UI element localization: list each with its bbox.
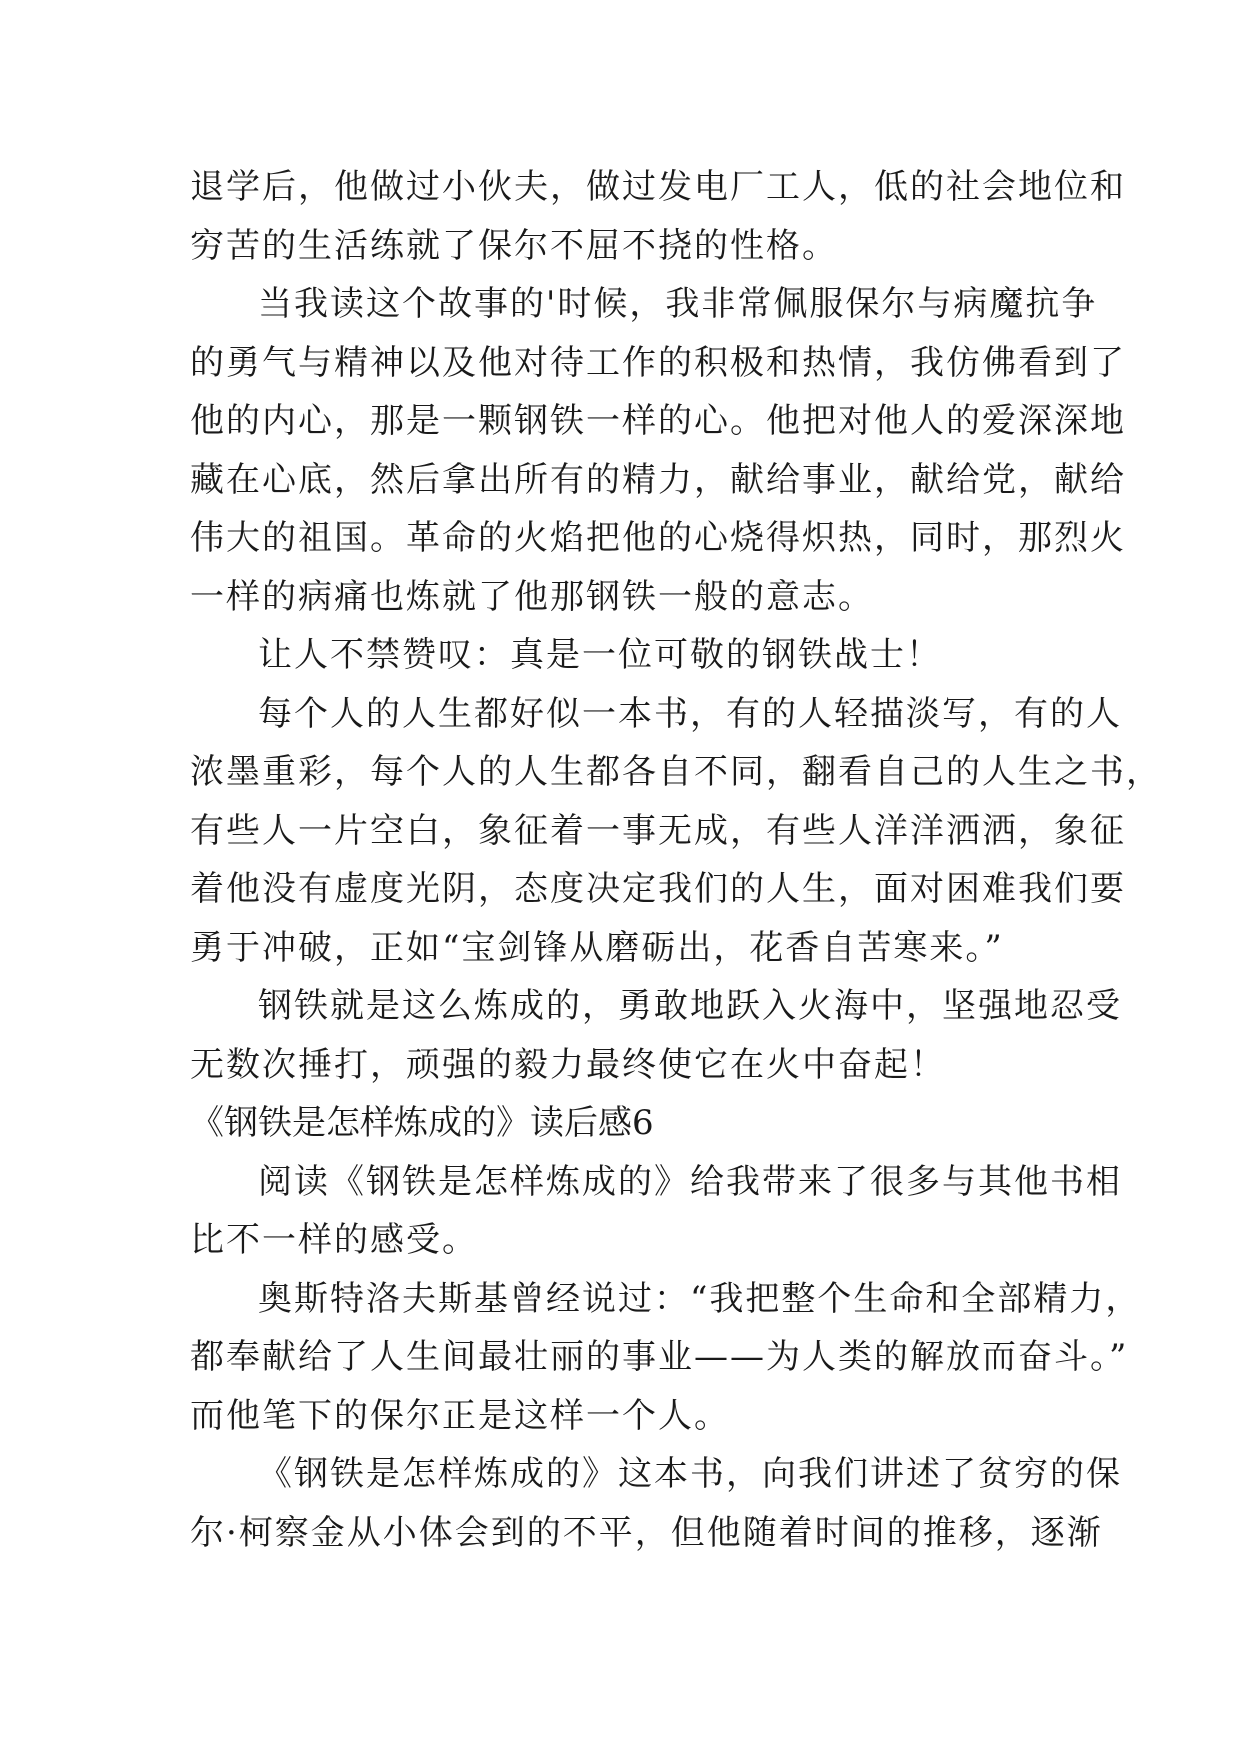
text-line: 的勇气与精神以及他对待工作的积极和热情，我仿佛看到了	[190, 342, 1126, 383]
text-line: 都奉献给了人生间最壮丽的事业——为人类的解放而奋斗。”	[190, 1337, 1129, 1377]
text-line: 而他笔下的保尔正是这样一个人。	[190, 1395, 730, 1436]
text-line: 他的内心，那是一颗钢铁一样的心。他把对他人的爱深深地	[190, 401, 1126, 441]
text-line: 一样的病痛也炼就了他那钢铁一般的意志。	[190, 576, 874, 617]
text-line: 伟大的祖国。革命的火焰把他的心烧得炽热，同时，那烈火	[190, 518, 1126, 558]
text-line: 每个人的人生都好似一本书，有的人轻描淡写，有的人	[258, 693, 1122, 734]
text-line: 当我读这个故事的'时候，我非常佩服保尔与病魔抗争	[258, 284, 1098, 324]
text-line: 钢铁就是这么炼成的，勇敢地跃入火海中，坚强地忍受	[258, 986, 1122, 1026]
text-line: 无数次捶打，顽强的毅力最终使它在火中奋起！	[190, 1044, 946, 1085]
text-line: 《钢铁是怎样炼成的》这本书，向我们讲述了贫穷的保	[258, 1454, 1122, 1494]
text-line: 退学后，他做过小伙夫，做过发电厂工人，低的社会地位和	[190, 167, 1126, 207]
text-line: 阅读《钢铁是怎样炼成的》给我带来了很多与其他书相	[258, 1161, 1122, 1202]
text-line: 有些人一片空白，象征着一事无成，有些人洋洋洒洒，象征	[190, 810, 1126, 851]
text-line: 奥斯特洛夫斯基曾经说过：“我把整个生命和全部精力，	[258, 1278, 1142, 1319]
text-line: 比不一样的感受。	[190, 1220, 478, 1260]
section-heading: 《钢铁是怎样炼成的》读后感6	[190, 1103, 654, 1143]
text-line: 尔·柯察金从小体会到的不平，但他随着时间的推移，逐渐	[190, 1512, 1103, 1553]
text-line: 藏在心底，然后拿出所有的精力，献给事业，献给党，献给	[190, 459, 1126, 500]
text-line: 让人不禁赞叹：真是一位可敬的钢铁战士！	[258, 635, 942, 675]
text-line: 穷苦的生活练就了保尔不屈不挠的性格。	[190, 225, 838, 266]
text-line: 浓墨重彩，每个人的人生都各自不同，翻看自己的人生之书，	[190, 752, 1162, 792]
text-line: 勇于冲破，正如“宝剑锋从磨砺出，花香自苦寒来。”	[190, 927, 1004, 968]
document-body	[190, 158, 1162, 1562]
text-line: 着他没有虚度光阴，态度决定我们的人生，面对困难我们要	[190, 869, 1126, 909]
